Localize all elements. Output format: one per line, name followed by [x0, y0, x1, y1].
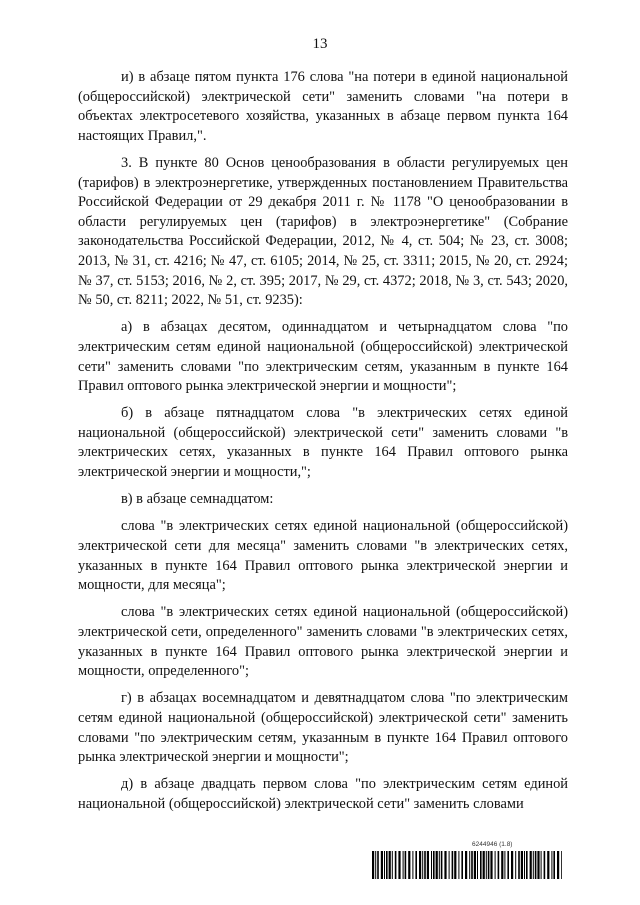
paragraph-g: г) в абзацах восемнадцатом и девятнадцатом слова "по электрическим сетям единой национальной (общероссийской) электрической сети" заменить словами "по электрическим сетям, указанным в пункте 164 Правил оптового рынка электрической энергии и мощности"; — [78, 690, 568, 766]
paragraph-v-words-2: слова "в электрических сетях единой национальной (общероссийской) электрической сети, определенного" заменить словами "в электрических сетях, указанных в пункте 164 Правил оптового рынка электрической энергии и мощности, определенного"; — [78, 604, 568, 680]
page-number: 13 — [312, 36, 328, 52]
paragraph-d: д) в абзаце двадцать первом слова "по электрическим сетям единой национальной (общероссийской) электрической сети" заменить словами — [78, 776, 568, 812]
paragraph-a: а) в абзацах десятом, одиннадцатом и четырнадцатом слова "по электрическим сетям единой национальной (общероссийской) электрической сети" заменить словами "по электрическим сетям, указанным в пункте 164 Правил оптового рынка электрической энергии и мощности"; — [78, 319, 568, 395]
paragraph-b: б) в абзаце пятнадцатом слова "в электрических сетях единой национальной (общероссийской) электрической сети" заменить словами "в электрических сетях, указанных в пункте 164 Правил оптового рынка электрической энергии и мощности,"; — [78, 405, 568, 481]
document-code: 6244946 (1.8) — [472, 841, 513, 848]
paragraph-v-words-1: слова "в электрических сетях единой национальной (общероссийской) электрической сети для месяца" заменить словами "в электрических сетях, указанных в пункте 164 Правил оптового рынка электрической энергии и мощности, для месяца"; — [78, 518, 568, 594]
paragraph-v: в) в абзаце семнадцатом: — [121, 491, 274, 508]
document-body — [78, 68, 568, 822]
paragraph-i: и) в абзаце пятом пункта 176 слова "на потери в единой национальной (общероссийской) электрической сети" заменить словами "на потери в объектах электросетевого хозяйства, указанных в абзаце первом пункта 164 настоящих Правил,". — [78, 69, 568, 144]
paragraph-3: 3. В пункте 80 Основ ценообразования в области регулируемых цен (тарифов) в электроэнергетике, утвержденных постановлением Правительства Российской Федерации от 29 декабря 2011 г. № 1178 "О ценообразовании в области регулируемых цен (тарифов) в электроэнергетике" (Собрание законодательства Российской Федерации, 2012, № 4, ст. 504; № 23, ст. 3008; 2013, № 31, ст. 4216; № 47, ст. 6105; 2014, № 25, ст. 3311; 2015, № 20, ст. 2924; № 37, ст. 5153; 2016, № 2, ст. 395; 2017, № 29, ст. 4372; 2018, № 3, ст. 543; 2020, № 50, ст. 8211; 2022, № 51, ст. 9235): — [78, 154, 568, 309]
barcode-icon — [372, 851, 562, 879]
